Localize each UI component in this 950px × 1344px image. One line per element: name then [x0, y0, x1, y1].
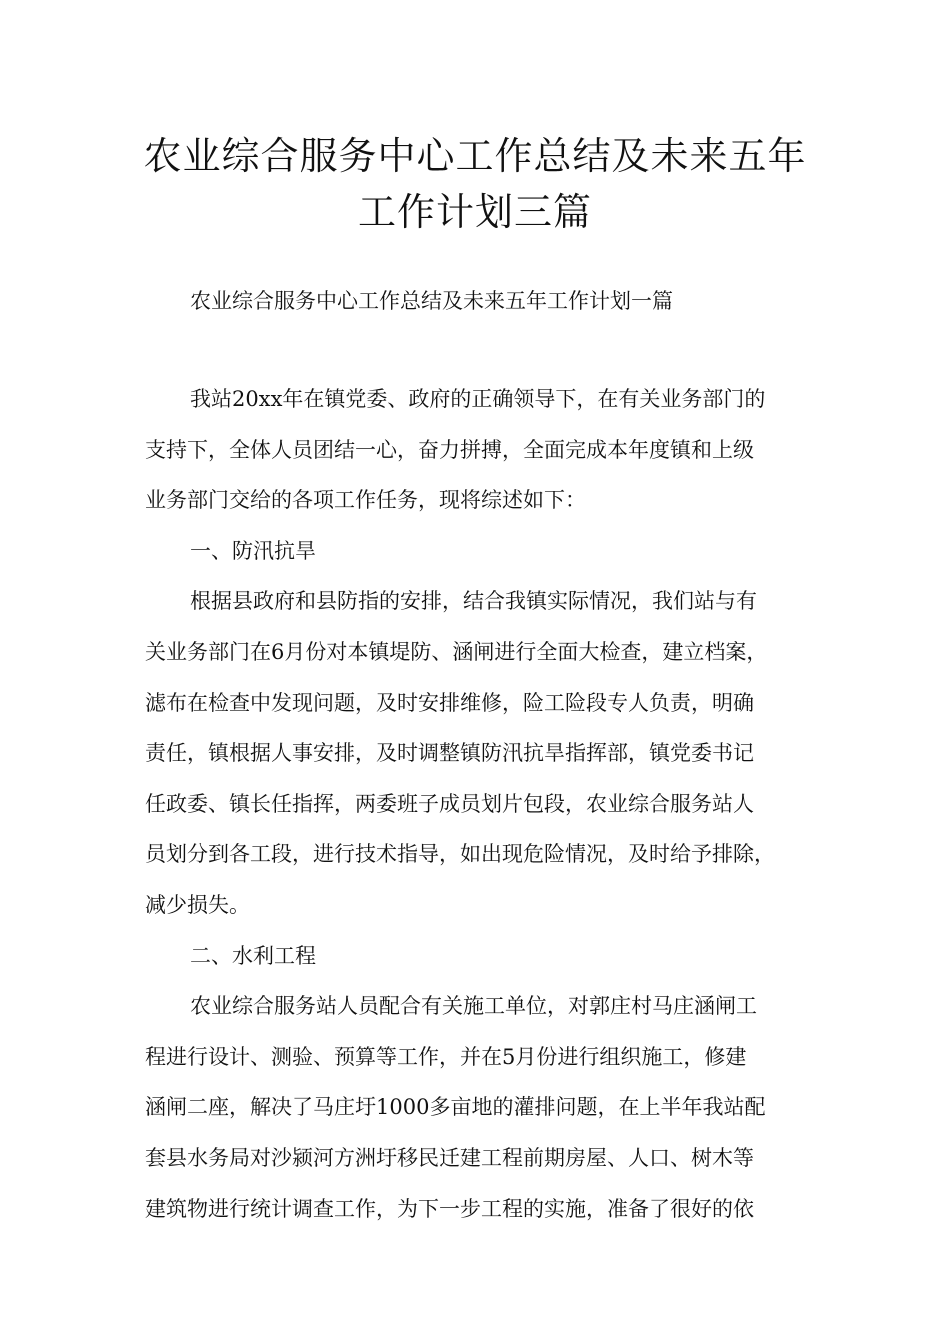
body-line: 程进行设计、测验、预算等工作，并在5月份进行组织施工，修建	[145, 1044, 747, 1069]
body-line: 关业务部门在6月份对本镇堤防、涵闸进行全面大检查，建立档案，	[145, 639, 768, 664]
document-title	[100, 128, 850, 240]
title-line-1: 农业综合服务中心工作总结及未来五年	[143, 134, 807, 178]
body-line: 根据县政府和县防指的安排，结合我镇实际情况，我们站与有	[190, 589, 757, 614]
body-line: 任政委、镇长任指挥，两委班子成员划片包段，农业综合服务站人	[145, 791, 754, 816]
body-line: 滤布在检查中发现问题，及时安排维修，险工险段专人负责，明确	[145, 690, 754, 715]
body-line: 农业综合服务站人员配合有关施工单位，对郭庄村马庄涵闸工	[190, 994, 757, 1019]
body-line: 我站20xx年在镇党委、政府的正确领导下，在有关业务部门的	[190, 387, 766, 411]
title-line-2: 工作计划三篇	[357, 190, 592, 234]
body-line: 套县水务局对沙颍河方洲圩移民迁建工程前期房屋、人口、树木等	[145, 1145, 754, 1170]
body-line: 建筑物进行统计调查工作，为下一步工程的实施，准备了很好的依	[145, 1196, 754, 1221]
document-subtitle: 农业综合服务中心工作总结及未来五年工作计划一篇	[190, 289, 673, 313]
body-line: 员划分到各工段，进行技术指导，如出现危险情况，及时给予排除，	[145, 842, 775, 867]
section-heading-flood-control: 一、防汛抗旱	[190, 538, 316, 563]
body-line: 支持下，全体人员团结一心，奋力拼搏，全面完成本年度镇和上级	[145, 437, 754, 462]
document-body	[145, 382, 807, 1242]
body-line: 责任，镇根据人事安排，及时调整镇防汛抗旱指挥部，镇党委书记	[145, 741, 754, 766]
body-line: 涵闸二座，解决了马庄圩1000多亩地的灌排问题，在上半年我站配	[145, 1095, 766, 1120]
body-line: 减少损失。	[145, 892, 250, 917]
body-line: 业务部门交给的各项工作任务，现将综述如下：	[145, 488, 586, 513]
section-heading-water-projects: 二、水利工程	[190, 943, 316, 968]
